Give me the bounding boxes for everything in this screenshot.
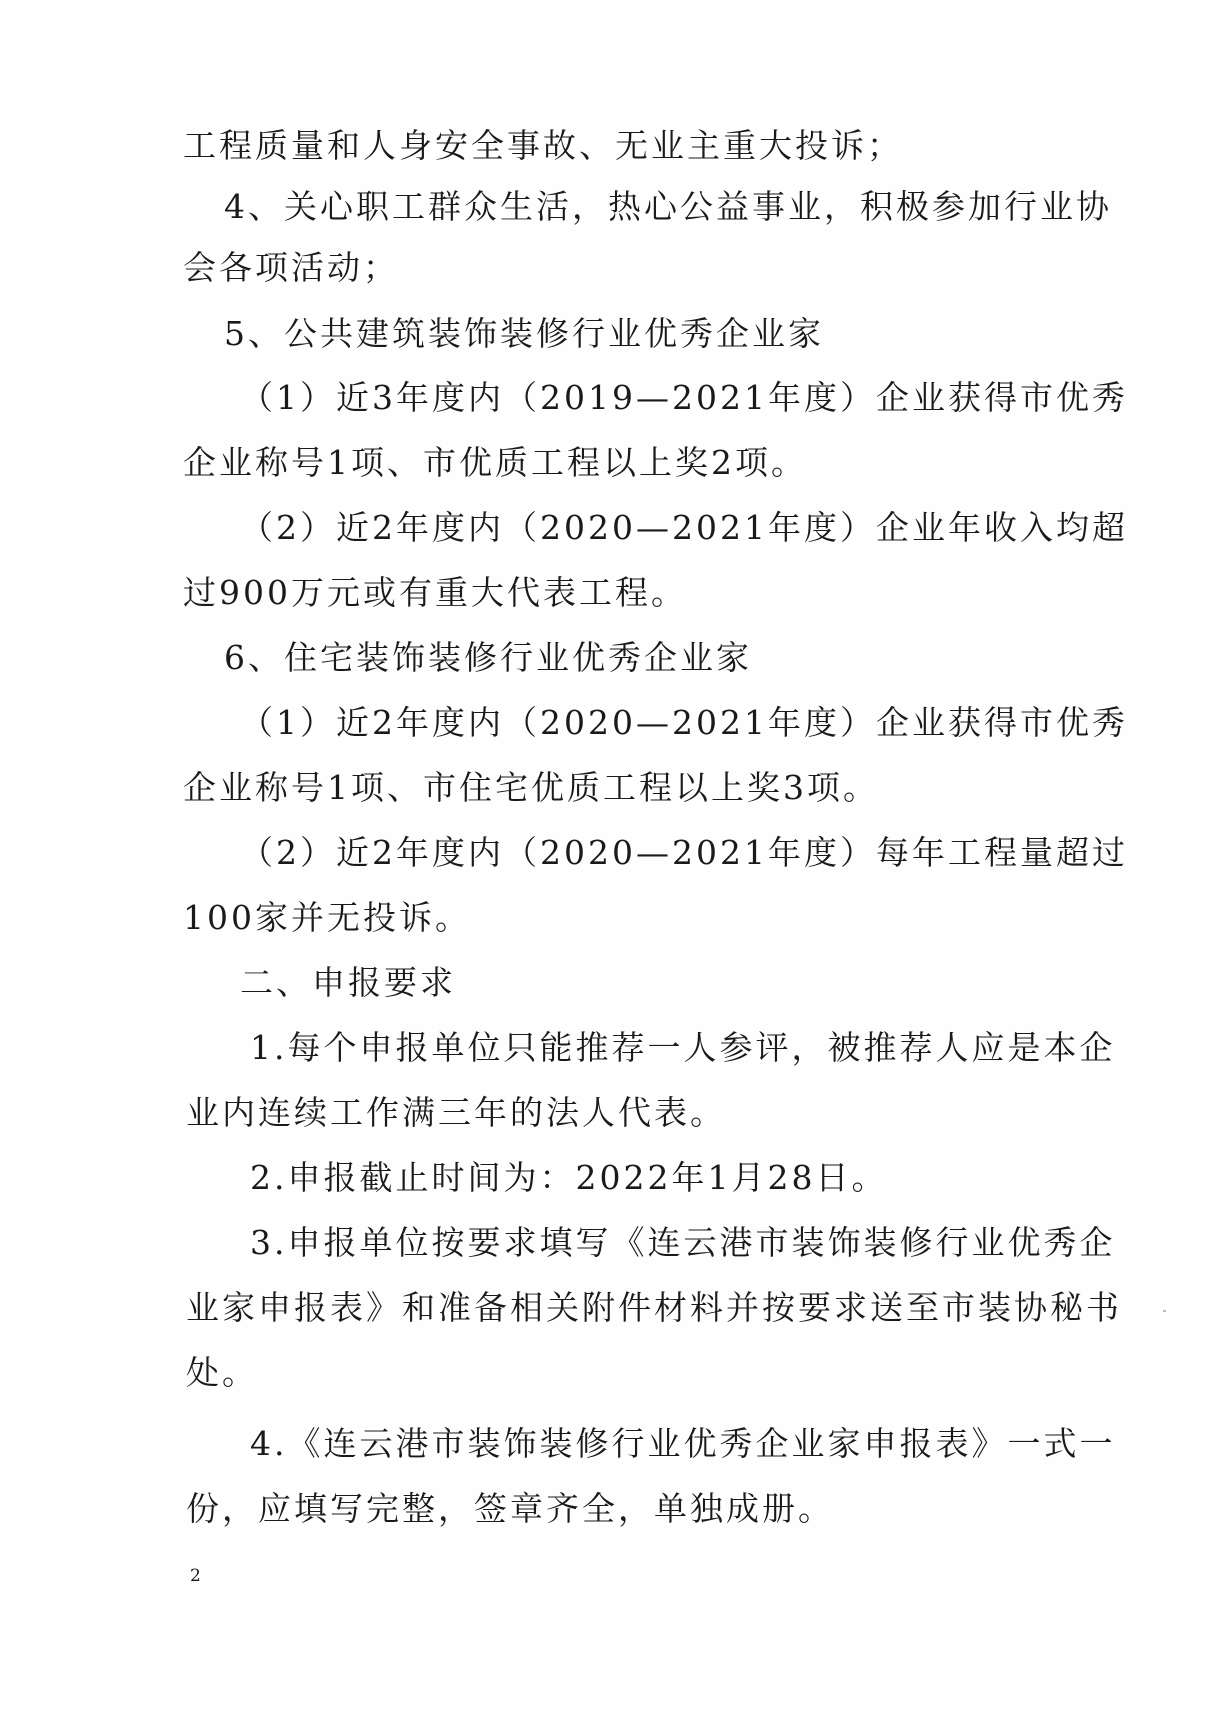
body-line: 份，应填写完整，签章齐全，单独成册。 <box>186 1489 834 1528</box>
body-line: 业内连续工作满三年的法人代表。 <box>186 1093 726 1132</box>
section-heading: 6、住宅装饰装修行业优秀企业家 <box>224 638 752 677</box>
body-line: 处。 <box>186 1353 258 1392</box>
scan-speck <box>1163 1310 1166 1312</box>
page-number: 2 <box>190 1566 201 1586</box>
section-heading: 二、申报要求 <box>240 963 456 1002</box>
body-line: 3.申报单位按要求填写《连云港市装饰装修行业优秀企 <box>250 1223 1116 1262</box>
body-line: 企业称号1项、市住宅优质工程以上奖3项。 <box>183 768 879 807</box>
section-heading: 5、公共建筑装饰装修行业优秀企业家 <box>224 314 824 353</box>
body-line: 会各项活动； <box>183 248 399 287</box>
body-line: 2.申报截止时间为：2022年1月28日。 <box>250 1158 888 1197</box>
body-line: 4、关心职工群众生活，热心公益事业，积极参加行业协 <box>224 187 1112 226</box>
body-line: 4.《连云港市装饰装修行业优秀企业家申报表》一式一 <box>250 1424 1116 1463</box>
body-line: 过900万元或有重大代表工程。 <box>183 573 687 612</box>
body-line: （2）近2年度内（2020—2021年度）企业年收入均超 <box>240 508 1128 547</box>
body-line: 工程质量和人身安全事故、无业主重大投诉； <box>183 126 903 165</box>
body-line: 100家并无投诉。 <box>183 898 471 937</box>
body-line: 1.每个申报单位只能推荐一人参评，被推荐人应是本企 <box>250 1028 1116 1067</box>
body-line: （2）近2年度内（2020—2021年度）每年工程量超过 <box>240 833 1128 872</box>
body-line: （1）近3年度内（2019—2021年度）企业获得市优秀 <box>240 378 1128 417</box>
body-line: 企业称号1项、市优质工程以上奖2项。 <box>183 443 807 482</box>
body-line: （1）近2年度内（2020—2021年度）企业获得市优秀 <box>240 703 1128 742</box>
body-line: 业家申报表》和准备相关附件材料并按要求送至市装协秘书 <box>186 1288 1122 1327</box>
